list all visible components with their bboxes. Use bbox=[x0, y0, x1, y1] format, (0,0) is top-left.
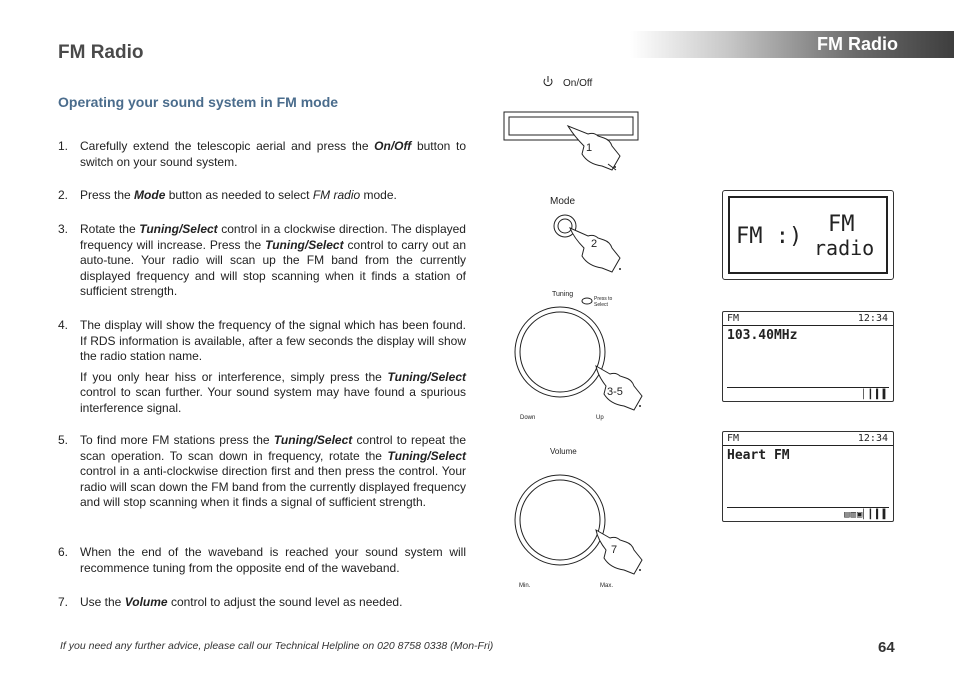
step-number: 3. bbox=[58, 222, 69, 236]
emphasized-text: Volume bbox=[124, 595, 168, 609]
step-text bbox=[80, 595, 466, 611]
step-2 bbox=[58, 188, 466, 204]
pointing-hand-icon bbox=[596, 530, 642, 574]
text-run: When the end of the waveband is reached your sound system will recommence tuning from the opposite end of the waveband. bbox=[80, 545, 466, 575]
emphasized-text: Mode bbox=[134, 188, 166, 202]
helpline-note: If you need any further advice, please call our Technical Helpline on 020 8758 0338 (Mon-Fri) bbox=[60, 640, 494, 652]
emphasized-text: Tuning/Select bbox=[139, 222, 218, 236]
max-label: Max. bbox=[600, 583, 614, 589]
controls-illustration bbox=[500, 70, 650, 600]
step-callout: 7 bbox=[611, 544, 618, 556]
text-run: control to repeat the scan operation. To scan down in frequency, rotate the bbox=[80, 433, 467, 463]
volume-label: Volume bbox=[550, 447, 577, 456]
station-display bbox=[722, 431, 894, 522]
press-select-label: Select bbox=[594, 302, 608, 308]
step-text bbox=[80, 318, 466, 365]
step-extra-text bbox=[80, 370, 466, 417]
step-callout: 1 bbox=[586, 142, 593, 154]
band-label: FM bbox=[727, 313, 740, 324]
text-run: To find more FM stations press the bbox=[80, 433, 274, 447]
text-run: Rotate the bbox=[80, 222, 140, 236]
page-title: FM Radio bbox=[58, 42, 144, 63]
onoff-label: On/Off bbox=[563, 78, 593, 89]
text-run: The display will show the frequency of the signal which has been found. If RDS information is available, after a few seconds the display will show the radio station name. bbox=[80, 318, 466, 363]
divider bbox=[727, 387, 889, 388]
onoff-button bbox=[504, 112, 638, 140]
text-run: control to adjust the sound level as needed. bbox=[167, 595, 403, 609]
splash-display bbox=[722, 190, 894, 280]
text-run: control in a clockwise direction. The displayed frequency will increase. Press the bbox=[80, 222, 466, 252]
volume-knob bbox=[515, 475, 605, 565]
step-text bbox=[80, 545, 466, 576]
signal-strength-icon: ▏▎▍▌ bbox=[863, 390, 889, 400]
clock-label: 12:34 bbox=[857, 313, 888, 324]
press-select-label: Press to bbox=[594, 296, 613, 302]
banner-title: FM Radio bbox=[817, 34, 898, 54]
station-name-text: Heart FM bbox=[727, 448, 790, 463]
step-7 bbox=[58, 595, 466, 611]
emphasized-text: Tuning/Select bbox=[387, 369, 466, 384]
step-callout: 3-5 bbox=[607, 386, 623, 398]
section-heading: Operating your sound system in FM mode bbox=[58, 94, 339, 110]
clock-label: 12:34 bbox=[857, 433, 888, 444]
divider bbox=[727, 507, 889, 508]
text-run: Use the bbox=[80, 595, 125, 609]
frequency-text: 103.40MHz bbox=[727, 328, 798, 343]
text-run: control in a anti-clockwise direction first and then press the control. Your radio will scan down the FM band from the currently displayed frequency and will stop scanning when it finds a signal of sufficient strength. bbox=[80, 464, 466, 509]
min-label: Min. bbox=[519, 583, 531, 589]
step-number: 7. bbox=[58, 595, 69, 609]
splash-line1: FM bbox=[828, 212, 855, 237]
step-number: 1. bbox=[58, 139, 69, 153]
text-run: control to carry out an auto-tune. Your radio will scan up the FM band from the currently displayed frequency and will stop scanning when it finds a station of sufficient strength. bbox=[80, 237, 466, 298]
page-number: 64 bbox=[878, 639, 895, 656]
frequency-display bbox=[722, 311, 894, 402]
step-text bbox=[80, 139, 466, 170]
step-number: 4. bbox=[58, 318, 69, 332]
step-3 bbox=[58, 222, 466, 300]
step-text bbox=[80, 188, 466, 204]
step-text bbox=[80, 222, 466, 300]
emphasized-text: Tuning/Select bbox=[273, 433, 353, 447]
splash-line2: radio bbox=[814, 236, 875, 260]
pointing-hand-icon bbox=[570, 228, 621, 272]
down-label: Down bbox=[520, 415, 536, 421]
divider bbox=[723, 325, 893, 326]
step-4 bbox=[58, 318, 466, 416]
step-1 bbox=[58, 139, 466, 170]
text-run: Carefully extend the telescopic aerial and press the bbox=[80, 139, 375, 153]
section-banner bbox=[630, 31, 954, 58]
text-run: Press the bbox=[80, 188, 135, 202]
emphasized-text: FM radio bbox=[312, 188, 361, 202]
text-run: button as needed to select bbox=[165, 188, 313, 202]
step-5 bbox=[58, 433, 466, 511]
up-label: Up bbox=[596, 415, 604, 421]
rds-stereo-signal-icon: ▤▥▣▏▎▍▌ bbox=[844, 510, 889, 520]
step-text bbox=[80, 433, 466, 511]
step-number: 6. bbox=[58, 545, 69, 559]
emphasized-text: Tuning/Select bbox=[265, 237, 344, 252]
text-run: button to switch on your sound system. bbox=[80, 139, 466, 169]
mode-label: Mode bbox=[550, 196, 576, 207]
splash-left-text: FM :) bbox=[736, 224, 803, 249]
tuning-label: Tuning bbox=[552, 291, 574, 298]
step-callout: 2 bbox=[591, 238, 598, 250]
emphasized-text: On/Off bbox=[374, 139, 412, 153]
step-6 bbox=[58, 545, 466, 576]
text-run: mode. bbox=[360, 188, 397, 202]
text-run: control to scan further. Your sound system may have found a spurious interference signal. bbox=[80, 385, 466, 415]
power-icon bbox=[544, 76, 552, 86]
divider bbox=[723, 445, 893, 446]
step-number: 2. bbox=[58, 188, 69, 202]
band-label: FM bbox=[727, 433, 740, 444]
step-number: 5. bbox=[58, 433, 69, 447]
emphasized-text: Tuning/Select bbox=[387, 448, 466, 463]
tuning-knob bbox=[515, 307, 605, 397]
rotate-arrow-icon bbox=[582, 298, 592, 304]
text-run: If you only hear hiss or interference, simply press the bbox=[80, 369, 388, 384]
